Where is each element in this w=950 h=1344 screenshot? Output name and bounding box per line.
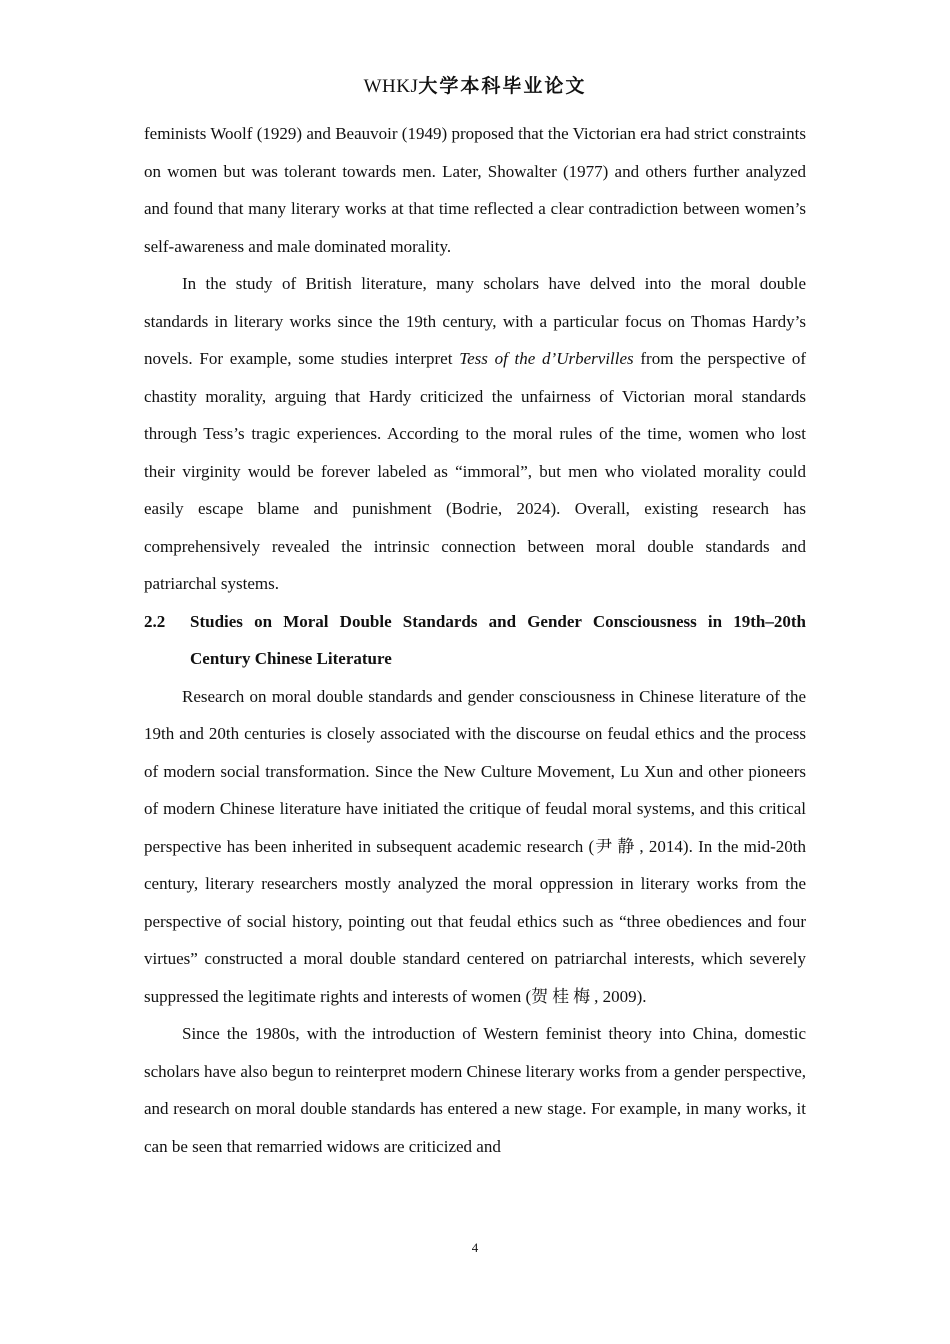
paragraph-3 [144, 678, 806, 1016]
body-text [144, 115, 806, 1165]
paragraph-4: Since the 1980s, with the introduction of Western feminist theory into China, domestic scholars have also begun to reinterpret modern Chinese literary works from a gender perspective, and research on moral double standards has entered a new stage. For example, in many works, it can be seen that remarried widows are criticized and [144, 1024, 806, 1156]
paragraph-3-text-b: , 2014). In the mid-20th century, literary researchers mostly analyzed the moral oppression in literary works from the perspective of social history, pointing out that feudal ethics such as “three obediences and four virtues” constructed a moral double standard centered on patriarchal interests, which severely suppressed the legitimate rights and interests of women ( [144, 836, 807, 1006]
section-heading [144, 603, 806, 678]
paragraph-1: feminists Woolf (1929) and Beauvoir (1949) proposed that the Victorian era had strict constraints on women but was tolerant towards men. Later, Showalter (1977) and others further analyzed and found that many literary works at that time reflected a clear contradiction between women’s self-awareness and male dominated morality. [144, 124, 806, 256]
citation-author-1: 尹静 [594, 836, 640, 856]
paragraph-2 [144, 265, 806, 603]
section-title: Studies on Moral Double Standards and Gender Consciousness in 19th–20th Century Chinese Literature [190, 611, 806, 668]
paragraph-3-text-a: Research on moral double standards and gender consciousness in Chinese literature of the 19th and 20th centuries is closely associated with the discourse on feudal ethics and the process of modern social transformation. Since the New Culture Movement, Lu Xun and other pioneers of modern Chinese literature have initiated the critique of feudal moral systems, and this critical perspective has been inherited in subsequent academic research ( [144, 686, 806, 856]
running-header [0, 74, 950, 100]
header-chinese-title: 大学本科毕业论文 [418, 76, 587, 97]
header-latin: WHKJ [363, 76, 419, 97]
book-title-tess: Tess of the d’Urbervilles [459, 349, 634, 368]
page-number: 4 [471, 1240, 479, 1255]
paragraph-2-text-b: from the perspective of chastity morality, arguing that Hardy criticized the unfairness of Victorian moral standards through Tess’s tragic experiences. According to the moral rules of the time, women who lost their virginity would be forever labeled as “immoral”, but men who violated morality could easily escape blame and punishment (Bodrie, 2024). Overall, existing research has comprehensively revealed the intrinsic connection between moral double standards and patriarchal systems. [144, 349, 806, 593]
paragraph-2-text-a: In the study of British literature, many scholars have delved into the moral double standards in literary works since the 19th century, with a particular focus on Thomas Hardy’s novels. For example, some studies interpret [144, 274, 806, 368]
citation-author-2: 贺桂梅 [531, 986, 595, 1006]
section-number: 2.2 [144, 611, 166, 631]
paragraph-3-text-c: , 2009). [594, 986, 647, 1006]
